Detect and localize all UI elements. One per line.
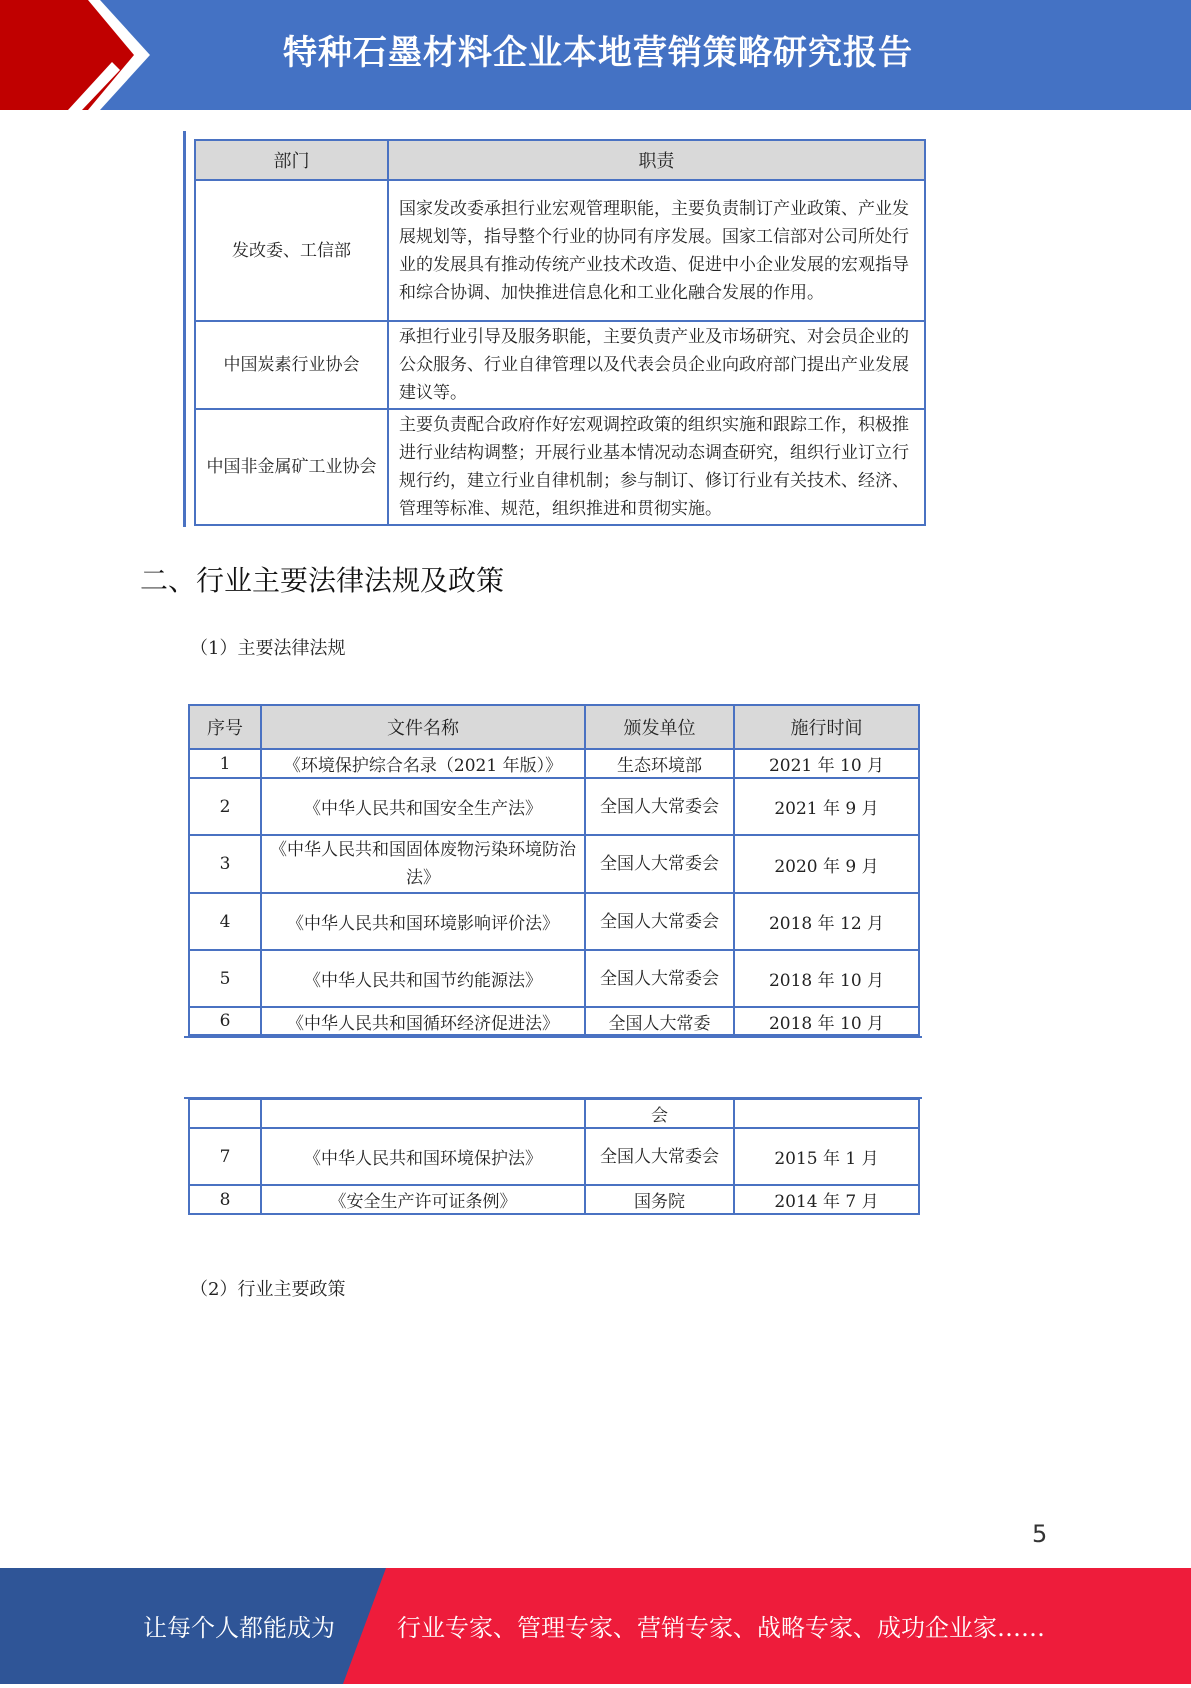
table-row [189,1099,919,1128]
issuer-cell: 全国人大常委 [585,1007,734,1035]
issuer-cell: 全国人大常委会 [585,835,734,893]
col-header-dept: 部门 [195,140,388,180]
section-heading: 二、行业主要法律法规及政策 [140,564,505,597]
name-cell [261,1099,585,1128]
table-header-row [189,705,919,749]
page-header [0,0,1191,110]
col-header-duty: 职责 [388,140,925,180]
no-cell: 2 [189,778,261,835]
col-header-name: 文件名称 [261,705,585,749]
date-cell: 2021 年 10 月 [734,749,919,778]
col-header-no: 序号 [189,705,261,749]
footer-slogan-right: 行业专家、管理专家、营销专家、战略专家、成功企业家…… [397,1614,1045,1642]
page-footer [0,1568,1191,1684]
no-cell [189,1099,261,1128]
issuer-cell: 全国人大常委会 [585,893,734,950]
date-cell: 2020 年 9 月 [734,835,919,893]
date-cell: 2018 年 12 月 [734,893,919,950]
table-row [189,1185,919,1214]
name-cell: 《中华人民共和国节约能源法》 [261,950,585,1007]
duty-cell: 主要负责配合政府作好宏观调控政策的组织实施和跟踪工作，积极推进行业结构调整；开展行业基本情况动态调查研究，组织行业订立行规行约，建立行业自律机制；参与制订、修订行业有关技术、经济、管理等标准、规范，组织推进和贯彻实施。 [388,409,925,525]
laws-table [188,704,920,1036]
name-cell: 《中华人民共和国环境影响评价法》 [261,893,585,950]
dept-cell: 中国炭素行业协会 [195,321,388,409]
no-cell: 1 [189,749,261,778]
table-row [189,1007,919,1035]
table-row [195,180,925,321]
table-row [189,1128,919,1185]
name-cell: 《中华人民共和国循环经济促进法》 [261,1007,585,1035]
dept-cell: 中国非金属矿工业协会 [195,409,388,525]
table-header-row [195,140,925,180]
duty-cell: 承担行业引导及服务职能，主要负责产业及市场研究、对会员企业的公众服务、行业自律管理以及代表会员企业向政府部门提出产业发展建议等。 [388,321,925,409]
no-cell: 4 [189,893,261,950]
col-header-date: 施行时间 [734,705,919,749]
issuer-cell: 会 [585,1099,734,1128]
name-cell: 《中华人民共和国固体废物污染环境防治法》 [261,835,585,893]
issuer-cell: 全国人大常委会 [585,778,734,835]
issuer-cell: 生态环境部 [585,749,734,778]
table-left-accent-bar [183,131,186,527]
date-cell: 2018 年 10 月 [734,950,919,1007]
issuer-cell: 全国人大常委会 [585,950,734,1007]
name-cell: 《中华人民共和国环境保护法》 [261,1128,585,1185]
no-cell: 3 [189,835,261,893]
date-cell: 2018 年 10 月 [734,1007,919,1035]
dept-duty-table [194,139,926,526]
date-cell: 2014 年 7 月 [734,1185,919,1214]
laws-table-continued [188,1098,920,1215]
no-cell: 6 [189,1007,261,1035]
subheading-policies: （2）行业主要政策 [190,1279,346,1300]
duty-cell: 国家发改委承担行业宏观管理职能，主要负责制订产业政策、产业发展规划等，指导整个行业的协同有序发展。国家工信部对公司所处行业的发展具有推动传统产业技术改造、促进中小企业发展的宏观指导和综合协调、加快推进信息化和工业化融合发展的作用。 [388,180,925,321]
no-cell: 7 [189,1128,261,1185]
table-row [189,835,919,893]
table-row [189,893,919,950]
dept-cell: 发改委、工信部 [195,180,388,321]
date-cell: 2015 年 1 月 [734,1128,919,1185]
date-cell: 2021 年 9 月 [734,778,919,835]
no-cell: 5 [189,950,261,1007]
issuer-cell: 国务院 [585,1185,734,1214]
table-row [195,409,925,525]
col-header-issuer: 颁发单位 [585,705,734,749]
table-row [189,778,919,835]
table-row [195,321,925,409]
issuer-cell: 全国人大常委会 [585,1128,734,1185]
page-number: 5 [1032,1520,1048,1548]
footer-slogan-left: 让每个人都能成为 [143,1614,335,1642]
subheading-laws: （1）主要法律法规 [190,638,346,659]
date-cell [734,1099,919,1128]
table-page-break-line [184,1036,922,1038]
table-row [189,950,919,1007]
report-title: 特种石墨材料企业本地营销策略研究报告 [283,33,913,73]
name-cell: 《安全生产许可证条例》 [261,1185,585,1214]
table-row [189,749,919,778]
name-cell: 《中华人民共和国安全生产法》 [261,778,585,835]
name-cell: 《环境保护综合名录（2021 年版）》 [261,749,585,778]
no-cell: 8 [189,1185,261,1214]
